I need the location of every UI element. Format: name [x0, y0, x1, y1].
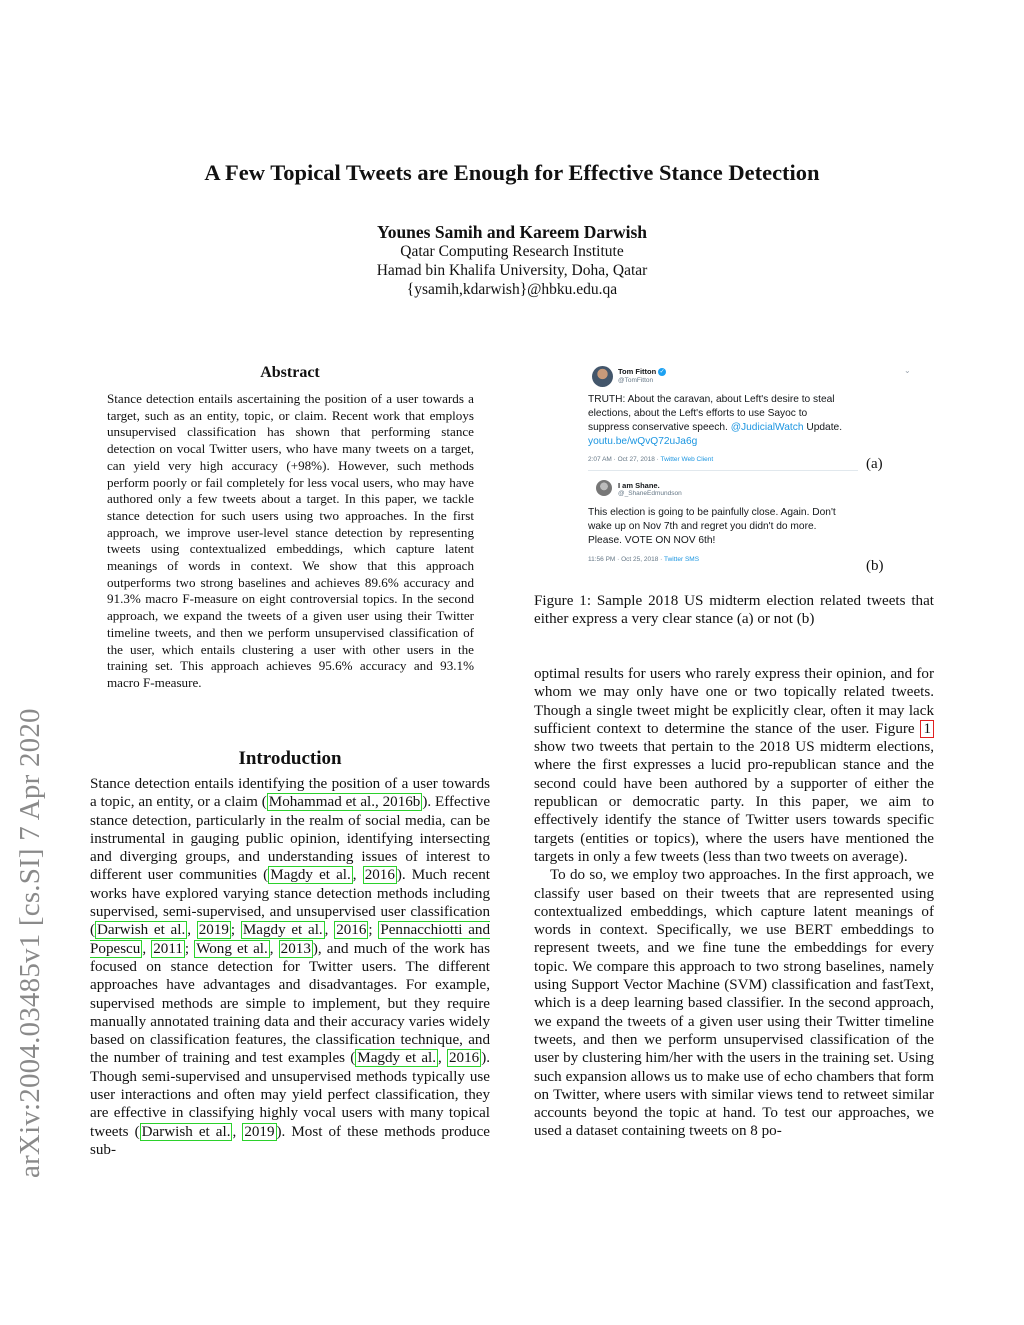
abstract-heading: Abstract	[260, 364, 320, 381]
citation-link[interactable]: Darwish et al.	[97, 922, 186, 939]
citation-link[interactable]: Darwish et al.	[141, 1123, 231, 1140]
chevron-down-icon: ⌄	[904, 366, 911, 375]
citation-link[interactable]: Magdy et al.	[242, 922, 323, 939]
tweet-author-handle: @TomFitton	[618, 377, 654, 384]
avatar	[596, 480, 612, 496]
abstract-text: Stance detection entails ascertaining the position of a user towards a target, such as an entity, topic, or claim. Recent work that employs unsupervised classification has shown that performing stance detection on vocal Twitter users, who have many tweets on a target, can yield very high accuracy (+98%). However, such methods perform poorly or fail completely for less vocal users, who may have authored only a few tweets about a target. In this paper, we tackle stance detection for such users using two approaches. In the first approach, we improve user-level stance detection by representing tweets using contextualized embeddings, which capture latent meanings of words in context. We show that this approach outperforms two strong baselines and achieves 89.6% accuracy and 91.3% macro F-measure on eight controversial topics. In the second approach, we expand the tweets of a given user using their Twitter timeline tweets, and then we perform unsupervised classification of the user, which entails clustering a user with other users in the training set. This approach achieves 95.6% accuracy and 93.1% macro F-measure.	[107, 391, 474, 690]
citation-link[interactable]: Mohammad et al., 2016b	[268, 794, 421, 811]
tweet-text: This election is going to be painfully close. Again. Don't wake up on Nov 7th and regret you didn't do more. Please. VOTE ON NOV 6th!	[588, 507, 836, 546]
paper-authors: Younes Samih and Kareem Darwish	[377, 222, 647, 242]
citation-year-link[interactable]: 2019	[198, 922, 229, 939]
figure-1	[534, 358, 934, 580]
right-column-body: optimal results for users who rarely express their opinion, and for whom we may only have one or two topically related tweets. Though a single tweet might be explicitly clear, often it may lack sufficient context to determine the stance of the user. Figure 1 show two tweets that pertain to the 2018 US midterm elections, where the first expresses a lucid pro-republican stance and the second could have been authored by a supporter of either the republican or democratic party. In this paper, we aim to effectively identify the stance of Twitter users towards specific targets (entities or topics), where the users have mentioned the targets in only a few tweets (less than two tweets on average). To do so, we employ two approaches. In the first approach, we classify user based on their tweets that are represented using contextualized embeddings, which capture latent meanings of words in context. Specifically, we use BERT embeddings to represent tweets, and we fine tune the embeddings for every topic. We compare this approach to two strong baselines, namely using Support Vector Machine (SVM) classification and fastText, which is a deep learning based classifier. In the second approach, we expand the tweets of a given user using their Twitter timeline tweets, and then we perform unsupervised classification of the user by clustering him/her with the users in the training set. Using such expansion allows us to make use of echo chambers that form on Twitter, where users with similar views tend to retweet similar accounts beyond the topic at hand. To test our approaches, we used a dataset containing tweets on 8 po-	[534, 666, 934, 1140]
tweet-author-name: I am Shane.	[618, 481, 660, 490]
introduction-body: Stance detection entails identifying the position of a user towards a topic, an entity, or a claim ( Mohammad et al., 2016b ). Effective stance detection, particularly in the realm of social media, can be instrumental in gauging public opinion, identifying intersecting and diverging groups, and understanding issues of interest to different user communities ( Magdy et al. , 2016 ). Much recent works have explored varying stance detection methods including supervised, semi-supervised, and unsupervised user classification ( Darwish et al. , 2019 ; Magdy et al. , 2016 ; Pennacchiotti and Popescu , 2011 ; Wong et al. , 2013 ), and much of the work has focused on stance detection for Twitter users. The different approaches have advantages and disadvantages. For example, supervised methods are simple to implement, but they require manually annotated training data and their accuracy varies widely based on classification features, the classification technique, and the number of training and test examples ( Magdy et al. , 2016 ). Though semi-supervised and unsupervised methods typically use user interactions and often may yield perfect classification, they are effective in classifying highly vocal users with many topical tweets ( Darwish et al. , 2019 ). Most of these methods produce sub-	[90, 776, 491, 1158]
introduction-heading: Introduction	[238, 748, 342, 769]
panel-label-b: (b)	[866, 558, 884, 574]
divider	[588, 470, 858, 471]
author-email: {ysamih,kdarwish}@hbku.edu.qa	[406, 281, 618, 298]
arxiv-identifier: arXiv:2004.03485v1 [cs.SI] 7 Apr 2020	[14, 708, 46, 1178]
citation-year-link[interactable]: 2016	[364, 867, 395, 884]
citation-link[interactable]: Magdy et al.	[357, 1050, 437, 1067]
citation-link[interactable]: Pennacchiotti and Popescu	[90, 922, 490, 957]
tweet-timestamp: 2:07 AM · Oct 27, 2018 · Twitter Web Client	[588, 456, 714, 463]
citation-year-link[interactable]: 2019	[244, 1123, 275, 1140]
citation-link[interactable]: Wong et al.	[196, 940, 268, 957]
paper-title: A Few Topical Tweets are Enough for Effective Stance Detection	[204, 160, 820, 185]
affiliation-line-1: Qatar Computing Research Institute	[400, 243, 624, 260]
tweet-author-handle: @_ShaneEdmundson	[618, 490, 682, 497]
tweet-author-name: Tom Fitton ✓	[618, 367, 665, 376]
avatar	[592, 366, 613, 387]
citation-year-link[interactable]: 2013	[280, 940, 311, 957]
figure-caption: Figure 1: Sample 2018 US midterm election related tweets that either express a very clear stance (a) or not (b)	[534, 593, 934, 628]
citation-year-link[interactable]: 2011	[153, 940, 183, 957]
citation-link[interactable]: Magdy et al.	[270, 867, 351, 884]
citation-year-link[interactable]: 2016	[449, 1050, 480, 1067]
citation-year-link[interactable]: 2016	[336, 922, 367, 939]
tweet-text: TRUTH: About the caravan, about Left's desire to steal elections, about the Left's efforts to use Sayoc to suppress conservative speech. @JudicialWatch Update. youtu.be/wQvQ72uJa6g	[588, 394, 843, 447]
figure-reference-link[interactable]: 1	[920, 720, 934, 738]
panel-label-a: (a)	[866, 456, 883, 472]
affiliation-line-2: Hamad bin Khalifa University, Doha, Qatar	[376, 262, 648, 279]
tweet-timestamp: 11:56 PM · Oct 25, 2018 · Twitter SMS	[588, 556, 700, 563]
verified-badge-icon: ✓	[659, 369, 665, 376]
